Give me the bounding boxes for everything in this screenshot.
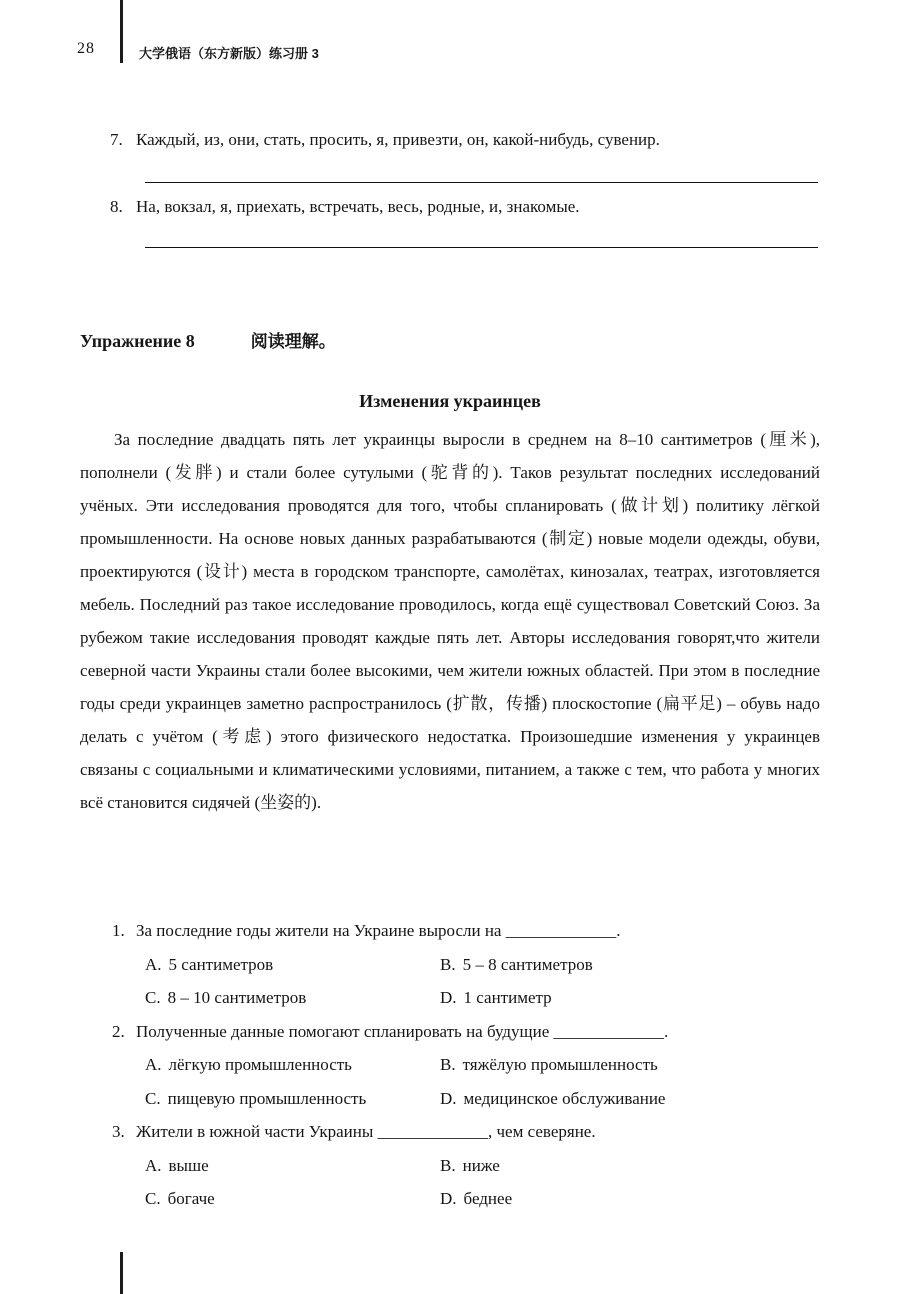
vocab-item-text: На, вокзал, я, приехать, встречать, весь, родные, и, знакомые. (136, 197, 580, 216)
option-b (440, 1048, 820, 1082)
vocab-item-text: Каждый, из, они, стать, просить, я, привезти, он, какой-нибудь, сувенир. (136, 130, 660, 149)
question-options (112, 1048, 820, 1115)
option-a (145, 1048, 440, 1082)
header-vertical-rule (120, 0, 123, 63)
vocab-item-number: 8. (110, 197, 123, 216)
exercise-instruction: 阅读理解。 (250, 332, 336, 351)
footer-vertical-rule (120, 1252, 123, 1294)
option-text: медицинское обслуживание (463, 1088, 666, 1108)
option-label: D. (440, 1088, 457, 1108)
option-label: C. (145, 1189, 161, 1208)
question-2 (80, 1015, 820, 1116)
option-text: выше (168, 1155, 209, 1175)
option-c (145, 1082, 440, 1116)
option-d (440, 1082, 820, 1116)
page-number: 28 (77, 40, 95, 57)
question-text (112, 914, 820, 948)
option-d (440, 981, 820, 1015)
option-text: тяжёлую промышленность (462, 1055, 658, 1074)
questions-section (80, 914, 820, 1216)
question-number: 3. (112, 1122, 125, 1141)
option-c (145, 981, 440, 1015)
answer-line (145, 247, 818, 248)
option-text: лёгкую промышленность (168, 1055, 352, 1074)
option-label: C. (145, 988, 161, 1007)
question-options (112, 1149, 820, 1216)
option-label: B. (440, 1055, 456, 1074)
option-a (145, 948, 440, 982)
option-text: 8 – 10 сантиметров (167, 988, 307, 1007)
option-label: B. (440, 954, 456, 974)
question-text (112, 1115, 820, 1149)
option-label: D. (440, 1189, 457, 1208)
answer-line (145, 182, 818, 183)
vocab-item-7 (80, 128, 820, 152)
option-text: 1 сантиметр (463, 988, 552, 1007)
question-stem: Полученные данные помогают спланировать на будущие _____________. (136, 1021, 669, 1041)
question-number: 2. (112, 1021, 125, 1041)
option-c (145, 1182, 440, 1216)
option-label: C. (145, 1088, 161, 1108)
question-3 (80, 1115, 820, 1216)
option-label: B. (440, 1155, 456, 1175)
option-text: пищевую промышленность (167, 1088, 367, 1108)
exercise-label: Упражнение 8 (80, 331, 195, 351)
option-a (145, 1149, 440, 1183)
vocab-item-8 (80, 195, 820, 219)
option-label: A. (145, 1055, 162, 1074)
question-stem: Жители в южной части Украины _____________, чем северяне. (136, 1122, 596, 1141)
vocab-item-number: 7. (110, 130, 123, 149)
option-text: 5 сантиметров (168, 954, 274, 974)
question-options (112, 948, 820, 1015)
option-text: 5 – 8 сантиметров (462, 954, 593, 974)
book-title: 大学俄语（东方新版）练习册 3 (139, 46, 319, 61)
exercise-heading (80, 327, 820, 352)
option-b (440, 948, 820, 982)
option-d (440, 1182, 820, 1216)
reading-paragraph: За последние двадцать пять лет украинцы выросли в среднем на 8–10 сантиметров (厘米), пополнели (发胖) и стали более сутулыми (驼背的). Таков результат последних исследований учёных. Эти исследования проводятся для того, чтобы спланировать (做计划) политику лёгкой промышленности. На основе новых данных разрабатываются (制定) новые модели одежды, обуви, проектируются (设计) места в городском транспорте, самолётах, кинозалах, театрах, изготовляется мебель. Последний раз такое исследование проводилось, когда ещё существовал Советский Союз. За рубежом такие исследования проводят каждые пять лет. Авторы исследования говорят,что жители северной части Украины стали более высокими, чем жители южных областей. При этом в последние годы среди украинцев заметно распространилось (扩散，传播) плоскостопие (扁平足) – обувь надо делать с учётом (考虑) этого физического недостатка. Произошедшие изменения у украинцев связаны с социальными и климатическими условиями, питанием, а также с тем, что работа у многих всё становится сидячей (坐姿的). (80, 430, 820, 812)
option-text: богаче (167, 1189, 215, 1208)
option-label: A. (145, 954, 162, 974)
question-stem: За последние годы жители на Украине выросли на _____________. (136, 921, 621, 940)
question-number: 1. (112, 921, 125, 940)
option-b (440, 1149, 820, 1183)
option-text: ниже (462, 1155, 500, 1175)
option-label: D. (440, 988, 457, 1007)
question-text (112, 1015, 820, 1049)
question-1 (80, 914, 820, 1015)
option-label: A. (145, 1155, 162, 1175)
option-text: беднее (463, 1189, 513, 1208)
reading-title: Изменения украинцев (359, 391, 541, 411)
